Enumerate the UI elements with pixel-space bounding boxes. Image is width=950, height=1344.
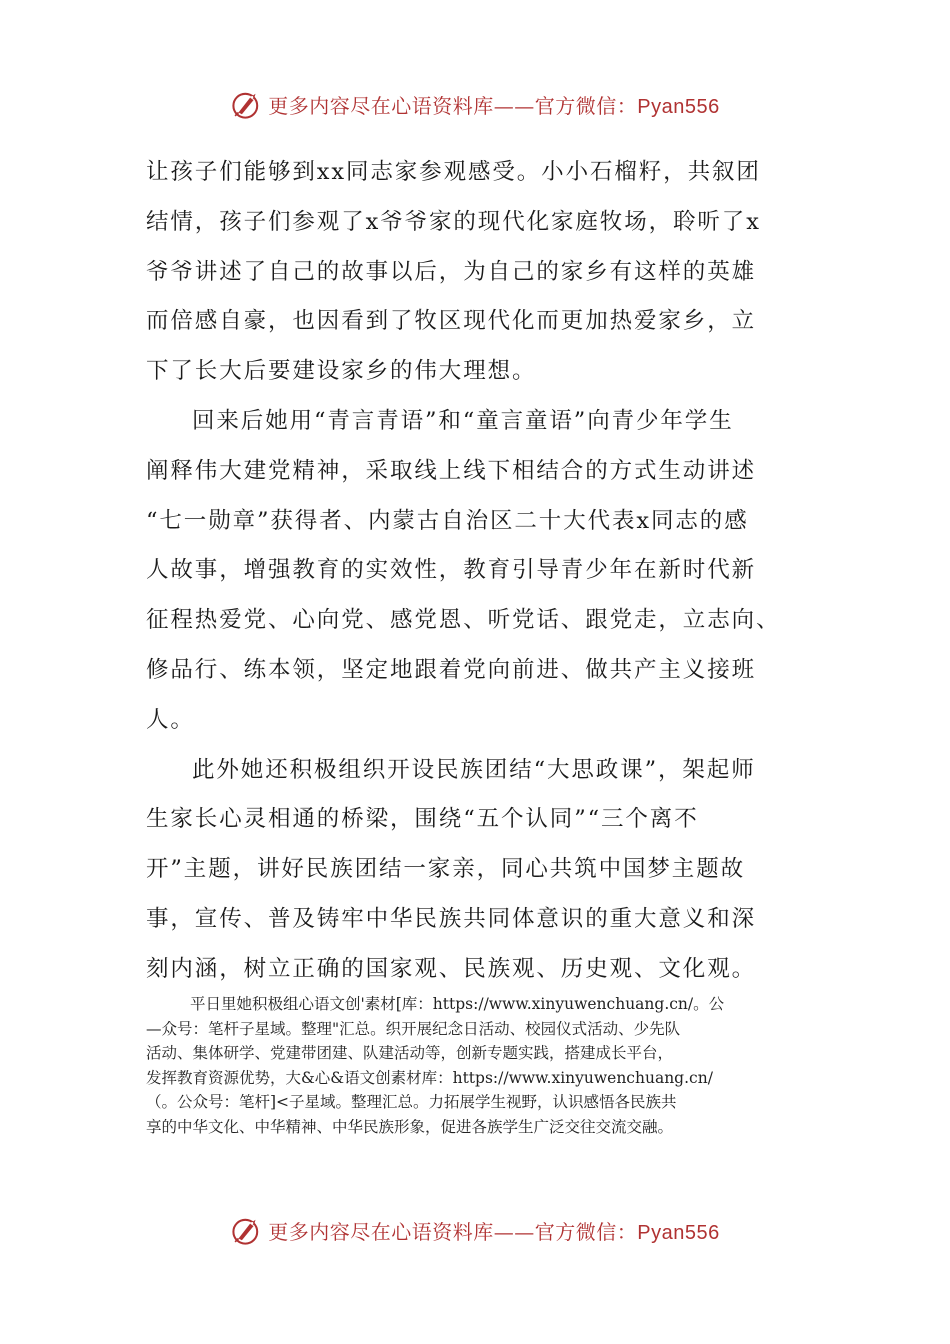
banner-dash: —— (493, 1219, 535, 1244)
text-line: 开”主题，讲好民族团结一家亲，同心共筑中国梦主题故 (146, 856, 746, 883)
footer-banner (0, 1210, 950, 1250)
brand-text: 更多内容尽在心语资料库 (268, 1219, 494, 1244)
text-line: “七一勋章”获得者、内蒙古自治区二十大代表x同志的感 (146, 507, 749, 534)
paragraph-2 (146, 397, 806, 746)
text-line: 而倍感自豪，也因看到了牧区现代化而更加热爱家乡，立 (146, 308, 757, 335)
paragraph-1 (146, 148, 806, 397)
contact-id: Pyan556 (637, 95, 720, 118)
paragraph-3 (146, 746, 806, 995)
small-paragraph (146, 992, 806, 1140)
small-text-line: 享的中华文化、中华精神、中华民族形象，促进各族学生广泛交往交流交融。 (146, 1117, 674, 1136)
banner-dash: —— (493, 93, 535, 118)
text-line: 结情，孩子们参观了x爷爷家的现代化家庭牧场，聆听了x (146, 208, 761, 235)
pen-nib-logo-icon (230, 87, 264, 121)
text-line: 征程热爱党、心向党、感党恩、听党话、跟党走，立志向、 (146, 607, 781, 634)
text-line: 人故事，增强教育的实效性，教育引导青少年在新时代新 (146, 557, 757, 584)
pen-nib-logo-icon (230, 1213, 264, 1247)
small-text-line: 发挥教育资源优势，大&心&语文创素材库：https://www.xinyuwenchuang.cn/ (146, 1068, 713, 1087)
text-line: 阐释伟大建党精神，采取线上线下相结合的方式生动讲述 (146, 457, 757, 484)
text-line: 让孩子们能够到xx同志家参观感受。小小石榴籽，共叙团 (146, 159, 761, 185)
contact-label: 官方微信： (534, 93, 638, 118)
banner-text (268, 1216, 719, 1245)
small-text-line: 活动、集体研学、党建带团建、队建活动等，创新专题实践，搭建成长平台， (146, 1044, 674, 1063)
contact-label: 官方微信： (534, 1219, 638, 1244)
text-line: 下了长大后要建设家乡的伟大理想。 (146, 358, 537, 385)
text-line: 修品行、练本领，坚定地跟着党向前进、做共产主义接班 (146, 656, 757, 683)
banner-text (268, 90, 719, 119)
text-line: 回来后她用“青言青语”和“童言童语”向青少年学生 (192, 407, 734, 434)
text-line: 生家长心灵相通的桥梁，围绕“五个认同”“三个离不 (146, 806, 699, 833)
small-text-line: —众号：笔杆子星域。整理"汇总。织开展纪念日活动、校园仪式活动、少先队 (146, 1019, 681, 1038)
text-line: 爷爷讲述了自己的故事以后，为自己的家乡有这样的英雄 (146, 258, 757, 285)
brand-text: 更多内容尽在心语资料库 (268, 93, 494, 118)
small-text-line: 平日里她积极组心语文创'素材[库：https://www.xinyuwenchuang.cn/。公 (190, 995, 725, 1013)
header-banner (0, 84, 950, 124)
small-text-line: （。公众号：笔杆]<子星域。整理汇总。力拓展学生视野，认识感悟各民族共 (146, 1093, 677, 1112)
contact-id: Pyan556 (637, 1221, 720, 1244)
text-line: 人。 (146, 706, 195, 733)
document-body (146, 148, 806, 995)
text-line: 事，宣传、普及铸牢中华民族共同体意识的重大意义和深 (146, 905, 757, 932)
text-line: 刻内涵，树立正确的国家观、民族观、历史观、文化观。 (146, 955, 757, 982)
text-line: 此外她还积极组织开设民族团结“大思政课”，架起师 (192, 756, 756, 783)
